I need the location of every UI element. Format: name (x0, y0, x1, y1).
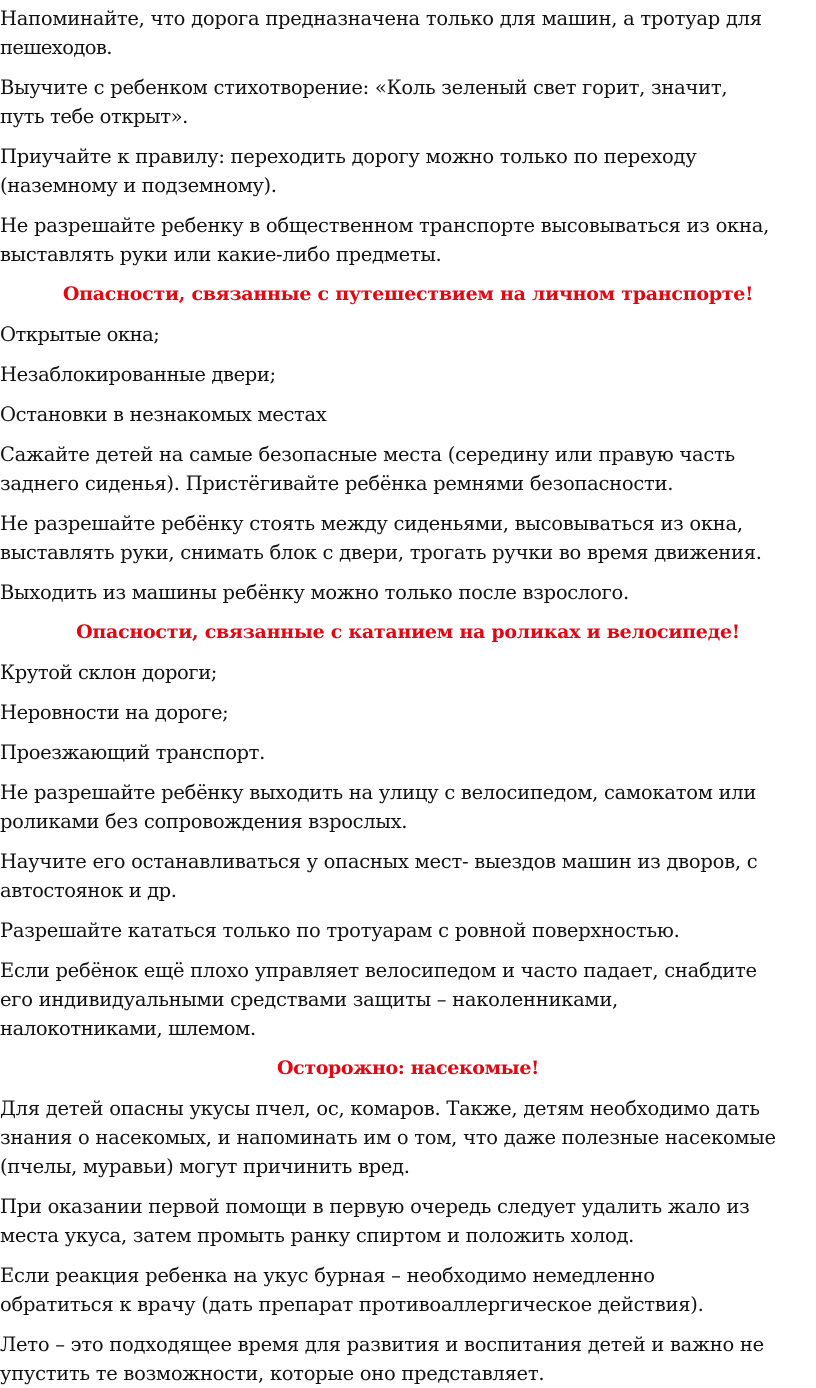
text-line: Научите его останавливаться у опасных мест- выездов машин из дворов, с (0, 850, 758, 873)
text-line: Опасности, связанные с путешествием на личном транспорте! (62, 283, 754, 305)
paragraph (0, 698, 816, 727)
text-line: Неровности на дороге; (0, 701, 229, 724)
text-line: обратиться к врачу (дать препарат противоаллергическое действия). (0, 1293, 704, 1316)
text-line: Выходить из машины ребёнку можно только после взрослого. (0, 581, 629, 604)
text-line: Сажайте детей на самые безопасные места (середину или правую часть (0, 443, 735, 466)
text-line: Выучите с ребенком стихотворение: «Коль зеленый свет горит, значит, (0, 76, 728, 99)
text-line: знания о насекомых, и напоминать им о том, что даже полезные насекомые (0, 1126, 776, 1149)
text-line: заднего сиденья). Пристёгивайте ребёнка ремнями безопасности. (0, 472, 674, 495)
text-line: налокотниками, шлемом. (0, 1017, 256, 1040)
paragraph (0, 847, 816, 905)
paragraph (0, 440, 816, 498)
paragraph (0, 1261, 816, 1319)
text-line: упустить те возможности, которые оно представляет. (0, 1362, 545, 1385)
paragraph (0, 360, 816, 389)
paragraph (0, 1330, 816, 1388)
text-line: Остановки в незнакомых местах (0, 403, 327, 426)
text-line: роликами без сопровождения взрослых. (0, 810, 408, 833)
section-heading (0, 618, 816, 647)
text-line: выставлять руки или какие-либо предметы. (0, 243, 442, 266)
paragraph (0, 211, 816, 269)
text-line: Открытые окна; (0, 323, 160, 346)
paragraph (0, 400, 816, 429)
text-line: его индивидуальными средствами защиты – наколенниками, (0, 988, 618, 1011)
text-line: Опасности, связанные с катанием на роликах и велосипеде! (76, 621, 740, 643)
paragraph (0, 73, 816, 131)
text-line: Напоминайте, что дорога предназначена только для машин, а тротуар для (0, 7, 762, 30)
text-line: (пчелы, муравьи) могут причинить вред. (0, 1155, 410, 1178)
text-line: Проезжающий транспорт. (0, 741, 265, 764)
text-line: Не разрешайте ребенку в общественном транспорте высовываться из окна, (0, 214, 770, 237)
text-line: Приучайте к правилу: переходить дорогу можно только по переходу (0, 145, 697, 168)
text-line: Лето – это подходящее время для развития и воспитания детей и важно не (0, 1333, 764, 1356)
paragraph (0, 778, 816, 836)
text-line: места укуса, затем промыть ранку спиртом и положить холод. (0, 1224, 635, 1247)
text-line: (наземному и подземному). (0, 174, 277, 197)
section-heading (0, 1054, 816, 1083)
text-line: путь тебе открыт». (0, 105, 188, 128)
text-line: Разрешайте кататься только по тротуарам с ровной поверхностью. (0, 919, 680, 942)
text-line: автостоянок и др. (0, 879, 177, 902)
paragraph (0, 4, 816, 62)
paragraph (0, 658, 816, 687)
paragraph (0, 1094, 816, 1181)
text-line: Не разрешайте ребёнку стоять между сиденьями, высовываться из окна, (0, 512, 743, 535)
paragraph (0, 509, 816, 567)
text-line: При оказании первой помощи в первую очередь следует удалить жало из (0, 1195, 750, 1218)
text-line: Крутой склон дороги; (0, 661, 217, 684)
section-heading (0, 280, 816, 309)
text-line: Не разрешайте ребёнку выходить на улицу с велосипедом, самокатом или (0, 781, 757, 804)
text-line: Если ребёнок ещё плохо управляет велосипедом и часто падает, снабдите (0, 959, 757, 982)
text-line: Незаблокированные двери; (0, 363, 276, 386)
text-line: Если реакция ребенка на укус бурная – необходимо немедленно (0, 1264, 655, 1287)
text-line: Для детей опасны укусы пчел, ос, комаров. Также, детям необходимо дать (0, 1097, 760, 1120)
paragraph (0, 578, 816, 607)
paragraph (0, 956, 816, 1043)
paragraph (0, 142, 816, 200)
text-line: Осторожно: насекомые! (277, 1057, 539, 1079)
paragraph (0, 320, 816, 349)
text-line: выставлять руки, снимать блок с двери, трогать ручки во время движения. (0, 541, 762, 564)
paragraph (0, 916, 816, 945)
paragraph (0, 738, 816, 767)
paragraph (0, 1192, 816, 1250)
text-line: пешеходов. (0, 36, 112, 59)
